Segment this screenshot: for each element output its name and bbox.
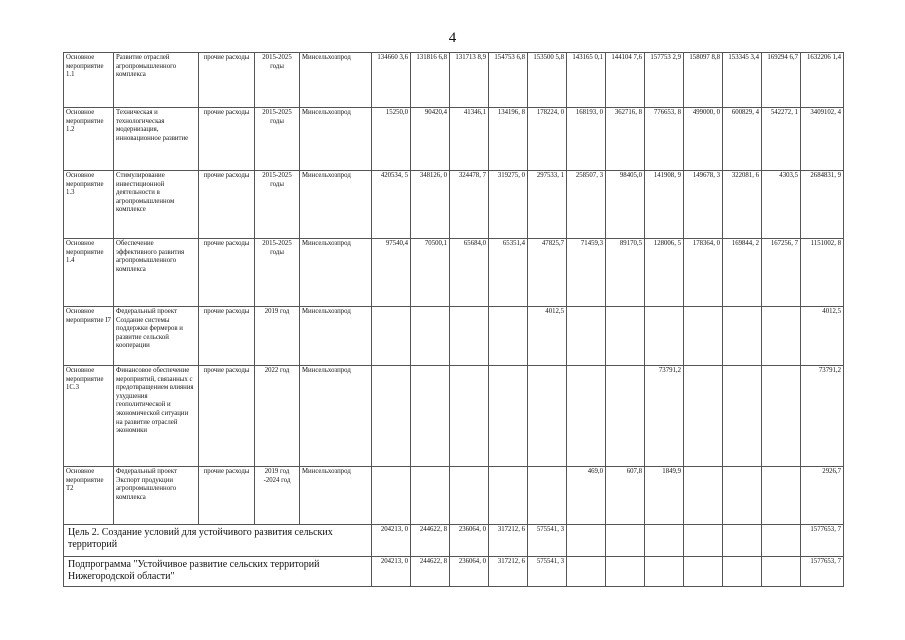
- amount-cell: 1632206 1,4: [801, 53, 844, 108]
- amount-cell: 322081, 6: [723, 171, 762, 239]
- expense-type-cell: прочие расходы: [199, 53, 255, 108]
- amount-cell: 244622, 8: [411, 557, 450, 587]
- period-cell: 2019 год -2024 год: [255, 467, 300, 525]
- amount-cell: 204213, 0: [372, 525, 411, 557]
- amount-cell: 153345 3,4: [723, 53, 762, 108]
- table-row: [64, 108, 844, 171]
- table-row: [64, 366, 844, 467]
- amount-cell: 141908, 9: [645, 171, 684, 239]
- amount-cell: 158097 8,8: [684, 53, 723, 108]
- amount-cell: [450, 307, 489, 366]
- amount-cell: 154753 6,8: [489, 53, 528, 108]
- amount-cell: 3409102, 4: [801, 108, 844, 171]
- amount-cell: 131713 8,9: [450, 53, 489, 108]
- amount-cell: 600829, 4: [723, 108, 762, 171]
- event-label-cell: Основное мероприятие 1.2: [64, 108, 114, 171]
- amount-cell: 324478, 7: [450, 171, 489, 239]
- amount-cell: [645, 557, 684, 587]
- amount-cell: [411, 307, 450, 366]
- event-label-cell: Основное мероприятие 1.3: [64, 171, 114, 239]
- amount-cell: 236064, 0: [450, 557, 489, 587]
- amount-cell: 575541, 3: [528, 525, 567, 557]
- amount-cell: 1577653, 7: [801, 557, 844, 587]
- amount-cell: 169294 6,7: [762, 53, 801, 108]
- amount-cell: 47825,7: [528, 239, 567, 307]
- amount-cell: [567, 366, 606, 467]
- expense-type-cell: прочие расходы: [199, 239, 255, 307]
- amount-cell: [567, 557, 606, 587]
- amount-cell: 157753 2,9: [645, 53, 684, 108]
- amount-cell: [567, 525, 606, 557]
- amount-cell: 4012,5: [801, 307, 844, 366]
- event-label-cell: Основное мероприятие I7: [64, 307, 114, 366]
- amount-cell: [567, 307, 606, 366]
- amount-cell: 178364, 0: [684, 239, 723, 307]
- amount-cell: [528, 366, 567, 467]
- expense-type-cell: прочие расходы: [199, 171, 255, 239]
- amount-cell: [489, 307, 528, 366]
- event-name-cell: Стимулирование инвестиционной деятельности в агропромышленном комплексе: [114, 171, 199, 239]
- expense-type-cell: прочие расходы: [199, 366, 255, 467]
- amount-cell: 143165 0,1: [567, 53, 606, 108]
- executor-cell: Минсельхозпрод: [300, 467, 372, 525]
- amount-cell: 420534, 5: [372, 171, 411, 239]
- amount-cell: 65351,4: [489, 239, 528, 307]
- event-label-cell: Основное мероприятие 1С.3: [64, 366, 114, 467]
- amount-cell: 1151002, 8: [801, 239, 844, 307]
- amount-cell: 70500,1: [411, 239, 450, 307]
- amount-cell: [372, 467, 411, 525]
- amount-cell: 4303,5: [762, 171, 801, 239]
- period-cell: 2022 год: [255, 366, 300, 467]
- amount-cell: 317212, 6: [489, 525, 528, 557]
- period-cell: 2015-2025 годы: [255, 53, 300, 108]
- amount-cell: 4012,5: [528, 307, 567, 366]
- table-row: [64, 467, 844, 525]
- amount-cell: [411, 366, 450, 467]
- page-number: 4: [448, 30, 457, 46]
- event-label-cell: Основное мероприятие 1.1: [64, 53, 114, 108]
- amount-cell: 15250,0: [372, 108, 411, 171]
- amount-cell: 131816 6,8: [411, 53, 450, 108]
- amount-cell: [528, 467, 567, 525]
- amount-cell: 134660 3,6: [372, 53, 411, 108]
- period-cell: 2015-2025 годы: [255, 239, 300, 307]
- amount-cell: 1577653, 7: [801, 525, 844, 557]
- amount-cell: [372, 307, 411, 366]
- amount-cell: [723, 366, 762, 467]
- executor-cell: Минсельхозпрод: [300, 307, 372, 366]
- amount-cell: [411, 467, 450, 525]
- event-name-cell: Развитие отраслей агропромышленного комплекса: [114, 53, 199, 108]
- amount-cell: 65684,0: [450, 239, 489, 307]
- amount-cell: 169844, 2: [723, 239, 762, 307]
- amount-cell: [762, 557, 801, 587]
- amount-cell: 776653, 8: [645, 108, 684, 171]
- table-row: [64, 307, 844, 366]
- executor-cell: Минсельхозпрод: [300, 53, 372, 108]
- amount-cell: 348126, 0: [411, 171, 450, 239]
- amount-cell: 178224, 0: [528, 108, 567, 171]
- amount-cell: [684, 467, 723, 525]
- executor-cell: Минсельхозпрод: [300, 239, 372, 307]
- amount-cell: 1849,9: [645, 467, 684, 525]
- amount-cell: [684, 366, 723, 467]
- amount-cell: 73791,2: [645, 366, 684, 467]
- amount-cell: 168193, 0: [567, 108, 606, 171]
- amount-cell: 297533, 1: [528, 171, 567, 239]
- executor-cell: Минсельхозпрод: [300, 171, 372, 239]
- amount-cell: 144104 7,6: [606, 53, 645, 108]
- amount-cell: 469,0: [567, 467, 606, 525]
- event-name-cell: Федеральный проект Экспорт продукции агропромышленного комплекса: [114, 467, 199, 525]
- amount-cell: [723, 467, 762, 525]
- amount-cell: [723, 525, 762, 557]
- amount-cell: 134196, 8: [489, 108, 528, 171]
- period-cell: 2015-2025 годы: [255, 171, 300, 239]
- amount-cell: [762, 307, 801, 366]
- amount-cell: [645, 307, 684, 366]
- subprogram-text: Подпрограмма "Устойчивое развитие сельских территорий Нижегородской области": [64, 557, 372, 587]
- amount-cell: 362716, 8: [606, 108, 645, 171]
- amount-cell: [684, 307, 723, 366]
- executor-cell: Минсельхозпрод: [300, 108, 372, 171]
- table-row: [64, 171, 844, 239]
- amount-cell: [723, 557, 762, 587]
- amount-cell: 575541, 3: [528, 557, 567, 587]
- amount-cell: 2926,7: [801, 467, 844, 525]
- amount-cell: 542272, 1: [762, 108, 801, 171]
- amount-cell: [684, 525, 723, 557]
- amount-cell: 128006, 5: [645, 239, 684, 307]
- table-row: [64, 53, 844, 108]
- period-cell: 2015-2025 годы: [255, 108, 300, 171]
- event-name-cell: Финансовое обеспечение мероприятий, связанных с предотвращением влияния ухудшения геополитической и экономической ситуации на развитие отраслей экономики: [114, 366, 199, 467]
- amount-cell: 98405,0: [606, 171, 645, 239]
- amount-cell: 607,8: [606, 467, 645, 525]
- amount-cell: 149678, 3: [684, 171, 723, 239]
- amount-cell: 499000, 0: [684, 108, 723, 171]
- amount-cell: 153500 5,8: [528, 53, 567, 108]
- amount-cell: [606, 307, 645, 366]
- amount-cell: 73791,2: [801, 366, 844, 467]
- subprogram-row: [64, 557, 844, 587]
- amount-cell: [762, 525, 801, 557]
- amount-cell: 90420,4: [411, 108, 450, 171]
- amount-cell: [762, 366, 801, 467]
- amount-cell: 89170,5: [606, 239, 645, 307]
- amount-cell: 204213, 0: [372, 557, 411, 587]
- amount-cell: 41346,1: [450, 108, 489, 171]
- amount-cell: 97540,4: [372, 239, 411, 307]
- amount-cell: [606, 557, 645, 587]
- amount-cell: [372, 366, 411, 467]
- amount-cell: 2684831, 9: [801, 171, 844, 239]
- event-name-cell: Федеральный проект Создание системы поддержки фермеров и развитие сельской кооперации: [114, 307, 199, 366]
- expense-type-cell: прочие расходы: [199, 108, 255, 171]
- amount-cell: 244622, 8: [411, 525, 450, 557]
- amount-cell: [684, 557, 723, 587]
- amount-cell: [606, 525, 645, 557]
- amount-cell: 236064, 0: [450, 525, 489, 557]
- amount-cell: [450, 366, 489, 467]
- amount-cell: [489, 467, 528, 525]
- table-row: [64, 239, 844, 307]
- amount-cell: [645, 525, 684, 557]
- expense-type-cell: прочие расходы: [199, 467, 255, 525]
- amount-cell: 319275, 0: [489, 171, 528, 239]
- event-name-cell: Обеспечение эффективного развития агропромышленного комплекса: [114, 239, 199, 307]
- expense-type-cell: прочие расходы: [199, 307, 255, 366]
- amount-cell: 317212, 6: [489, 557, 528, 587]
- executor-cell: Минсельхозпрод: [300, 366, 372, 467]
- event-name-cell: Техническая и технологическая модернизация, инновационное развитие: [114, 108, 199, 171]
- amount-cell: [489, 366, 528, 467]
- goal-text: Цель 2. Создание условий для устойчивого развития сельских территорий: [64, 525, 372, 557]
- event-label-cell: Основное мероприятие 1.4: [64, 239, 114, 307]
- amount-cell: [606, 366, 645, 467]
- goal-row: [64, 525, 844, 557]
- amount-cell: 167256, 7: [762, 239, 801, 307]
- amount-cell: 71459,3: [567, 239, 606, 307]
- budget-table: [63, 52, 844, 587]
- amount-cell: [762, 467, 801, 525]
- amount-cell: 258507, 3: [567, 171, 606, 239]
- amount-cell: [723, 307, 762, 366]
- period-cell: 2019 год: [255, 307, 300, 366]
- amount-cell: [450, 467, 489, 525]
- event-label-cell: Основное мероприятие T2: [64, 467, 114, 525]
